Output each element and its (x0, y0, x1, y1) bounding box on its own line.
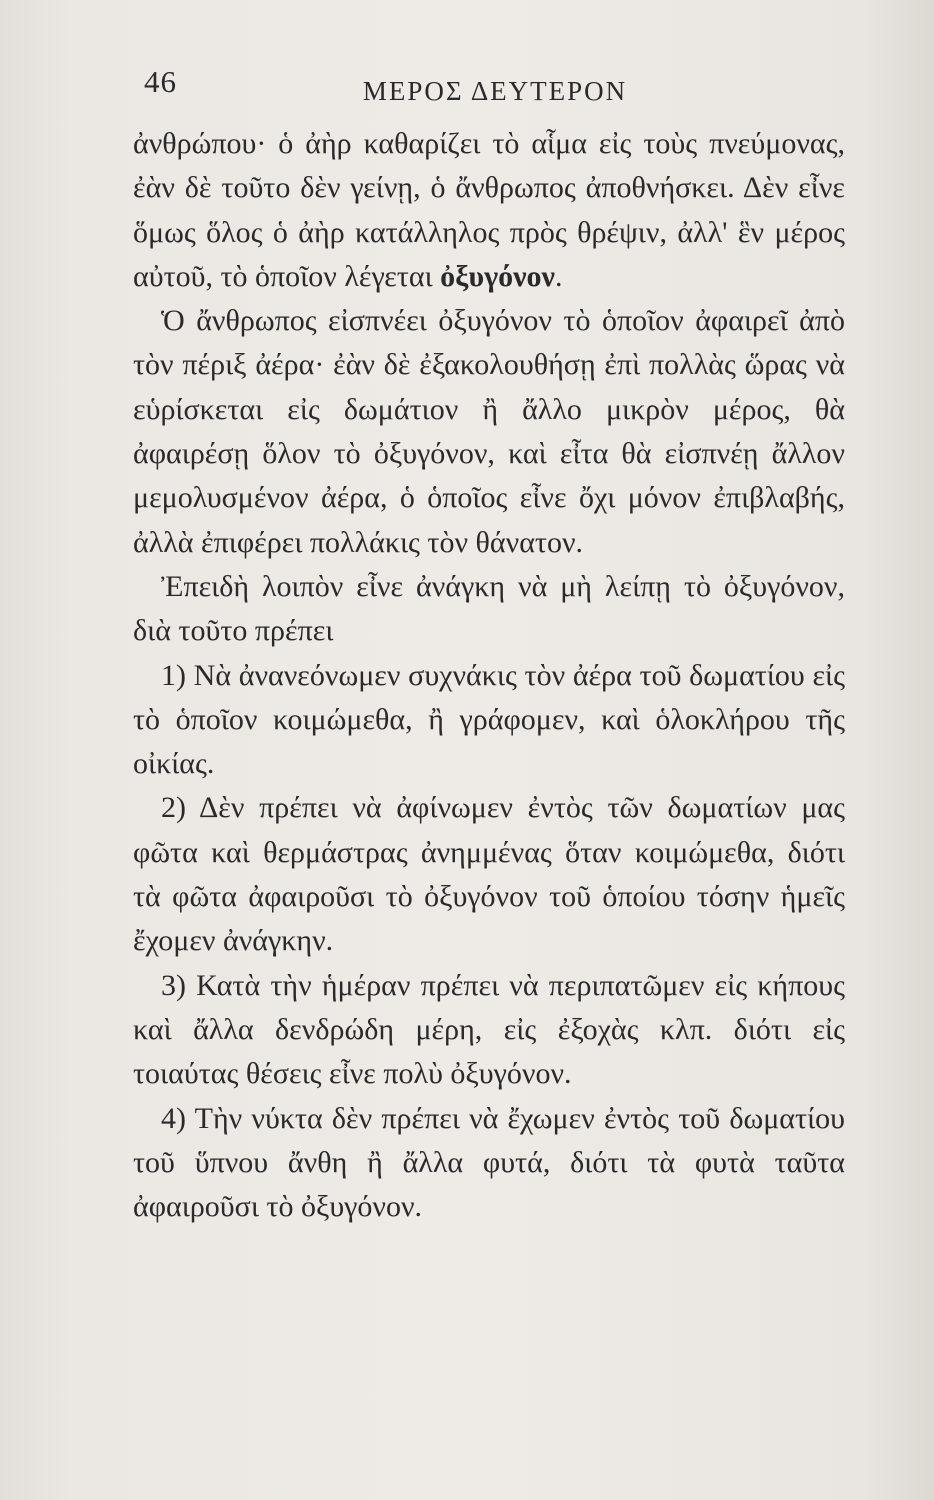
list-item: 2) Δὲν πρέπει νὰ ἀφίνωμεν ἐντὸς τῶν δωματίων μας φῶτα καὶ θερμάστρας ἀνημμένας ὅταν κοιμώμεθα, διότι τὰ φῶτα ἀφαιροῦσι τὸ ὀξυγόνον τοῦ ὁποίου τόσην ἡμεῖς ἔχομεν ἀνάγκην. (133, 791, 845, 958)
paragraph: Ἐπειδὴ λοιπὸν εἶνε ἀνάγκη νὰ μὴ λείπῃ τὸ ὀξυγόνον, διὰ τοῦτο πρέπει (133, 569, 845, 648)
body-text (133, 122, 845, 1229)
page-header (140, 64, 850, 108)
list-item: 3) Κατὰ τὴν ἡμέραν πρέπει νὰ περιπατῶμεν εἰς κήπους καὶ ἄλλα δενδρώδη μέρη, εἰς ἐξοχὰς κλπ. διότι εἰς τοιαύτας θέσεις εἶνε πολὺ ὀξυγόνον. (133, 968, 845, 1091)
list-item: 1) Νὰ ἀνανεόνωμεν συχνάκις τὸν ἀέρα τοῦ δωματίου εἰς τὸ ὁποῖον κοιμώμεθα, ἢ γράφομεν, καὶ ὁλοκλήρου τῆς οἰκίας. (133, 658, 845, 781)
emphasized-term: ὀξυγόνον (440, 259, 555, 293)
paragraph-text: ἀνθρώπου· ὁ ἀὴρ καθαρίζει τὸ αἷμα εἰς τοὺς πνεύμονας, ἐὰν δὲ τοῦτο δὲν γείνῃ, ὁ ἄνθρωπος ἀποθνήσκει. Δὲν εἶνε ὅμως ὅλος ὁ ἀὴρ κατάλληλος πρὸς θρέψιν, ἀλλ' ἓν μέρος αὐτοῦ, τὸ ὁποῖον λέγεται (133, 127, 845, 293)
paragraph: Ὁ ἄνθρωπος εἰσπνέει ὀξυγόνον τὸ ὁποῖον ἀφαιρεῖ ἀπὸ τὸν πέριξ ἀέρα· ἐὰν δὲ ἐξακολουθήσῃ ἐπὶ πολλὰς ὥρας νὰ εὑρίσκεται εἰς δωμάτιον ἢ ἄλλο μικρὸν μέρος, θὰ ἀφαιρέσῃ ὅλον τὸ ὀξυγόνον, καὶ εἶτα θὰ εἰσπνέῃ ἄλλον μεμολυσμένον ἀέρα, ὁ ὁποῖος εἶνε ὄχι μόνον ἐπιβλαβής, ἀλλὰ ἐπιφέρει πολλάκις τὸν θάνατον. (133, 304, 845, 559)
paragraph-continuation (133, 122, 845, 299)
paragraph-end: . (554, 259, 563, 293)
list-item: 4) Τὴν νύκτα δὲν πρέπει νὰ ἔχωμεν ἐντὸς τοῦ δωματίου τοῦ ὕπνου ἄνθη ἢ ἄλλα φυτά, διότι τὰ φυτὰ ταῦτα ἀφαιροῦσι τὸ ὀξυγόνον. (133, 1101, 845, 1224)
running-head: ΜΕΡΟΣ ΔΕΥΤΕΡΟΝ (362, 76, 628, 106)
page-number: 46 (144, 64, 177, 99)
